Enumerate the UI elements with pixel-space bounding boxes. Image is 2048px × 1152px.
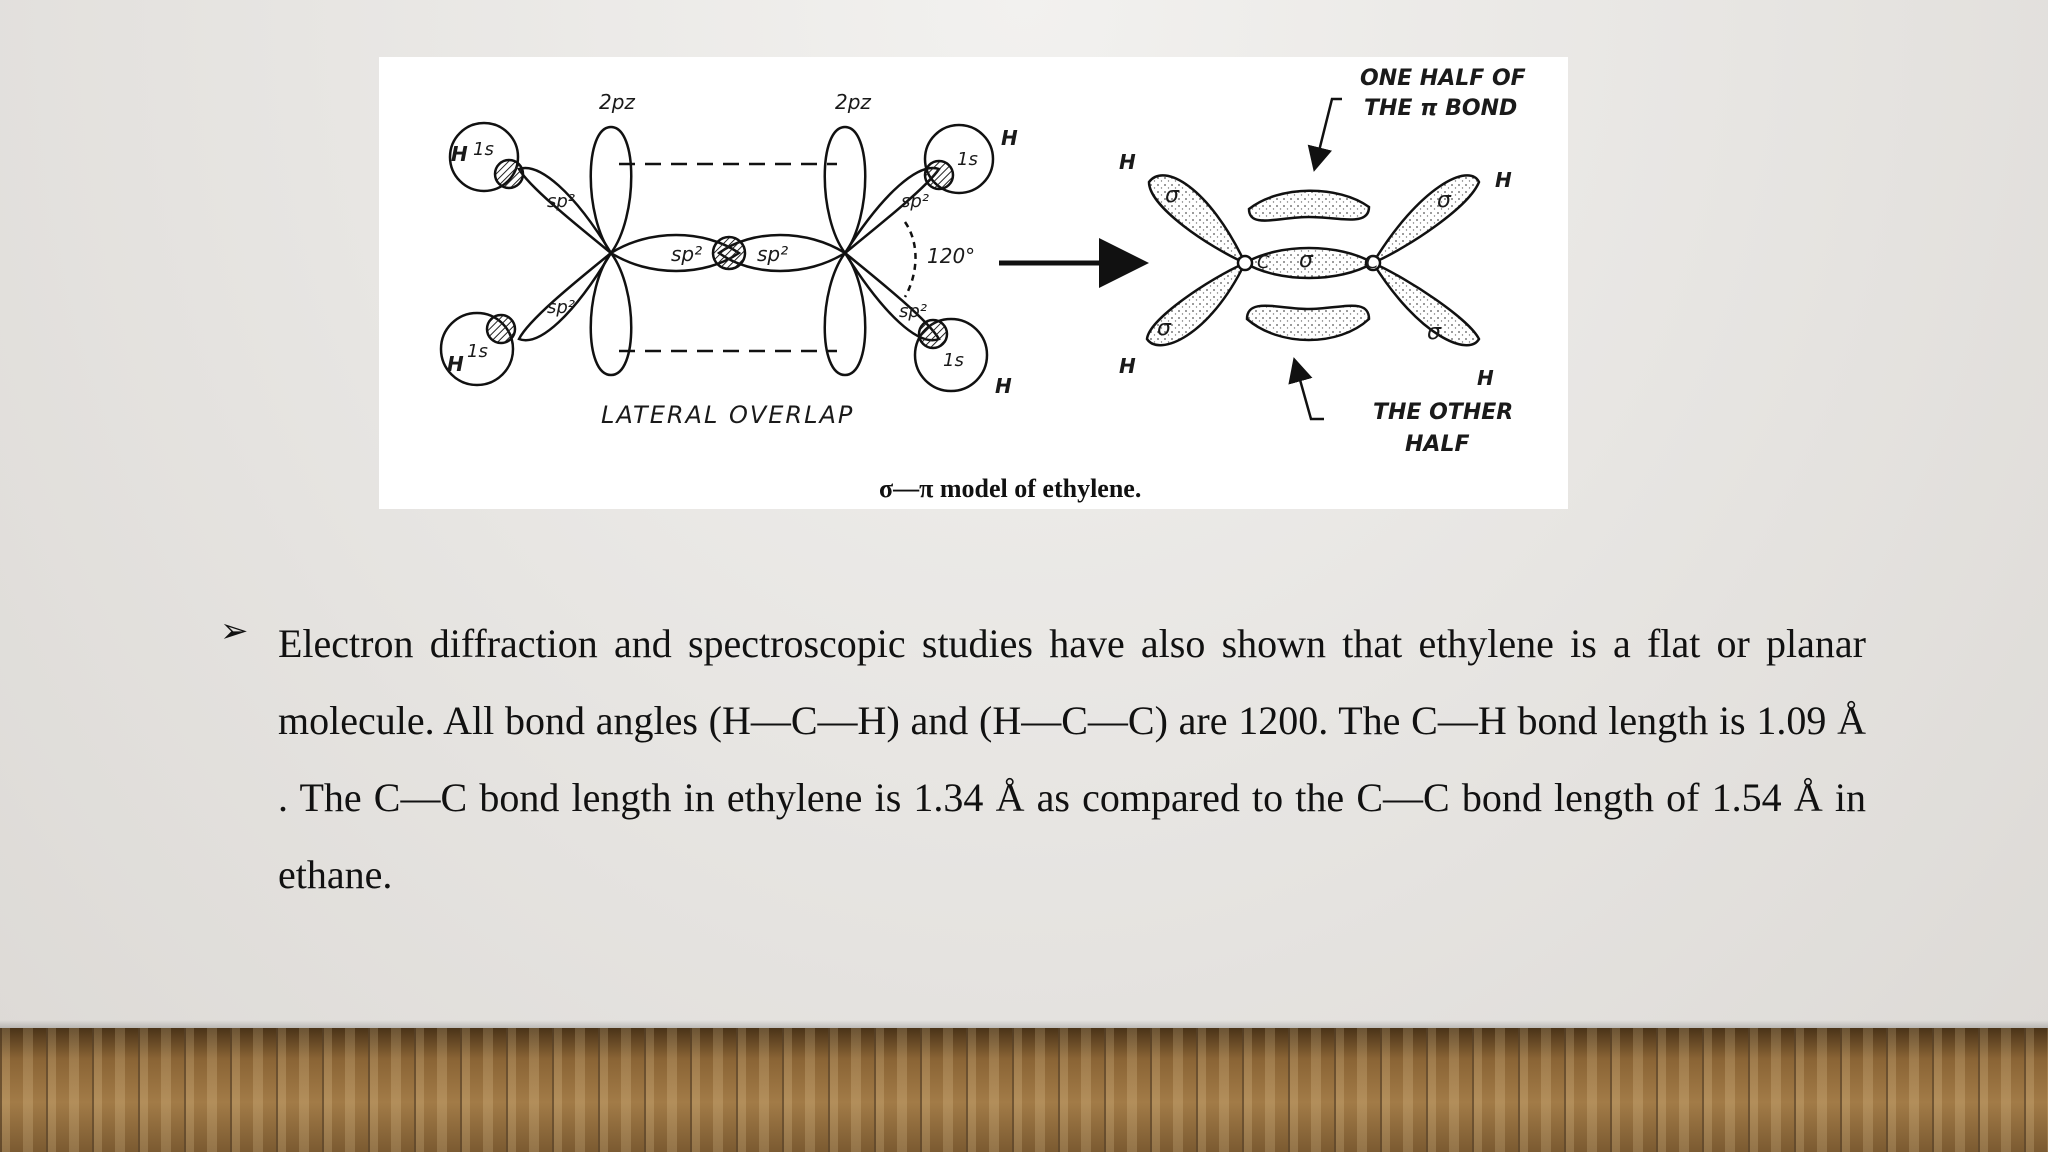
svg-text:1s: 1s: [467, 341, 488, 362]
sigma-pi-bond-diagram: [1147, 99, 1479, 419]
svg-text:σ: σ: [1427, 320, 1441, 345]
svg-text:THE OTHER: THE OTHER: [1373, 400, 1514, 425]
svg-text:sp²: sp²: [899, 301, 928, 322]
svg-text:sp²: sp²: [757, 242, 789, 266]
svg-text:H: H: [995, 374, 1012, 398]
ethylene-orbital-figure: [379, 57, 1568, 509]
svg-text:σ: σ: [1165, 183, 1179, 208]
lateral-overlap-diagram: [441, 123, 993, 391]
svg-text:C: C: [1257, 252, 1270, 273]
svg-text:2pz: 2pz: [599, 90, 635, 114]
svg-text:2pz: 2pz: [835, 90, 871, 114]
figure-caption: σ—π model of ethylene.: [879, 474, 1142, 503]
svg-text:THE π BOND: THE π BOND: [1364, 96, 1518, 121]
svg-text:1s: 1s: [943, 350, 964, 371]
svg-text:H: H: [447, 352, 464, 376]
svg-text:ONE HALF OF: ONE HALF OF: [1360, 66, 1526, 91]
sigma-pi-labels: [879, 66, 1526, 503]
svg-text:120°: 120°: [927, 244, 976, 268]
svg-text:H: H: [1001, 126, 1018, 150]
svg-text:H: H: [451, 142, 468, 166]
svg-text:LATERAL OVERLAP: LATERAL OVERLAP: [601, 401, 855, 429]
svg-text:sp²: sp²: [547, 191, 576, 212]
svg-text:1s: 1s: [957, 149, 978, 170]
svg-text:sp²: sp²: [901, 191, 930, 212]
svg-text:H: H: [1119, 150, 1136, 174]
arrow-bullet-icon: ➢: [220, 611, 249, 651]
svg-text:HALF: HALF: [1405, 432, 1470, 457]
svg-text:sp²: sp²: [547, 297, 576, 318]
svg-text:1s: 1s: [473, 139, 494, 160]
svg-text:C: C: [1366, 252, 1379, 273]
orbital-diagram: [379, 57, 1568, 509]
bullet-paragraph: Electron diffraction and spectroscopic studies have also shown that ethylene is a flat or planar molecule. All bond angles (H—C—H) and (H—C—C) are 1200. The C—H bond length is 1.09 Å . The C—C bond length in ethylene is 1.34 Å as compared to the C—C bond length of 1.54 Å in ethane.: [278, 621, 1866, 897]
svg-text:H: H: [1477, 366, 1494, 390]
svg-text:H: H: [1119, 354, 1136, 378]
svg-text:σ: σ: [1157, 316, 1171, 341]
wood-floor-decoration: [0, 1028, 2048, 1152]
svg-text:H: H: [1495, 168, 1512, 192]
svg-text:σ: σ: [1299, 248, 1313, 273]
svg-text:sp²: sp²: [671, 242, 703, 266]
svg-text:σ: σ: [1437, 188, 1451, 213]
